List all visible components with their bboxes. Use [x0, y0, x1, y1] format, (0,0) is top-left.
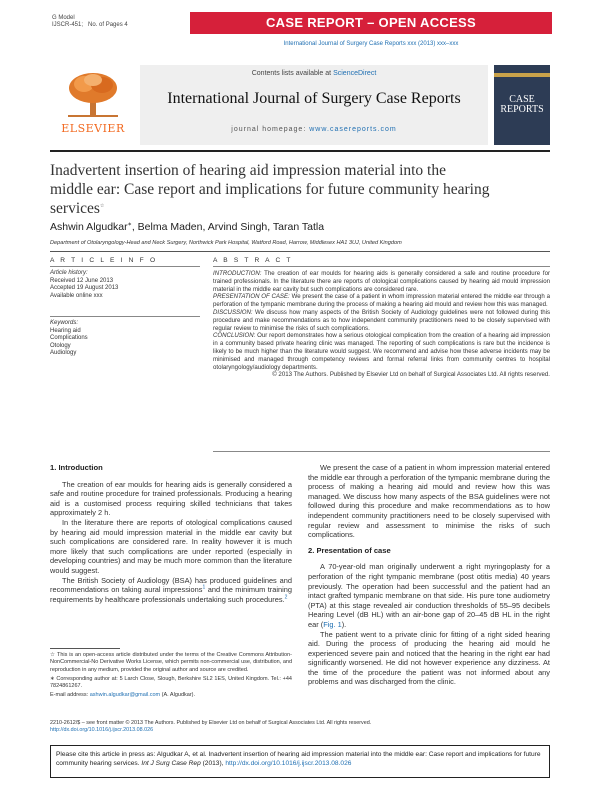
- keyword: Otology: [50, 342, 71, 349]
- section-heading-presentation: 2. Presentation of case: [308, 545, 391, 555]
- reference-link[interactable]: 2: [284, 594, 288, 601]
- figure-link[interactable]: Fig. 1: [323, 619, 342, 629]
- journal-citation-link[interactable]: International Journal of Surgery Case Reports xxx (2013) xxx–xxx: [283, 41, 459, 47]
- body-paragraph: The patient went to a private clinic for fitting of a right sided hearing aid. During the process of producing the hearing aid mould he experienced severe pain and noticed that the hearing in the right ear had significantly worsened. He did not however experience any dizziness. At the time of the procedure the patient was not informed about any problems and was discharged from the clinic.: [308, 629, 550, 687]
- contents-prefix: Contents lists available at: [251, 70, 332, 77]
- footnote-text: (A. Algudkar).: [160, 692, 196, 699]
- homepage-url-link[interactable]: www.casereports.com: [309, 126, 397, 133]
- copyright-notice: © 2013 The Authors. Published by Elsevier Ltd on behalf of Surgical Associates Ltd. All rights reserved.: [272, 371, 550, 379]
- paragraph-text: A 70-year-old man originally underwent a right myringoplasty for a perforation of the right tympanic membrane (post otitis media) 40 years previously. The operation had been successful and the patient had an intact grafted tympanic membrane on that side. His pure tone audiometry (PTA) at this stage revealed air conduction thresholds of 55–95 decibels Hearing Level (dB HL) with an air-bone gap of 20–45 dB HL in the right ear (: [308, 562, 550, 629]
- keyword: Audiology: [50, 350, 77, 357]
- body-paragraph: [50, 576, 292, 605]
- footnotes: [50, 652, 292, 702]
- corresponding-author-mark[interactable]: ∗: [127, 221, 132, 228]
- abstract-body: [213, 270, 550, 379]
- accepted-date: Accepted 19 August 2013: [50, 285, 119, 292]
- affiliation: Department of Otolaryngology-Head and Neck Surgery, Northwick Park Hospital, Watford Road, Harrow, Middlesex HA1 3UJ, United Kingdom: [50, 240, 402, 246]
- body-paragraph: [308, 562, 550, 629]
- keywords-label: Keywords:: [50, 320, 79, 326]
- footnote-text: Corresponding author at: 5 Larch Close, Slough, Berkshire SL2 1ES, United Kingdom. Tel.: +44 7824861267.: [50, 675, 292, 690]
- body-paragraph: In the literature there are reports of otological complications caused by hearing aid mould impression material in the middle ear cavity but such complications are considered rare. In reality however it is much more likely that such complications are under reported (especially in developing countries) and may be much more common than the literature would suggest.: [50, 517, 292, 575]
- abstract-conclusion: [213, 332, 550, 371]
- abstract-label: DISCUSSION:: [213, 308, 253, 316]
- online-date: Available online xxx: [50, 292, 103, 299]
- keywords-rule: [50, 316, 200, 317]
- abstract-text: Our report demonstrates how a serious otological complication from the creation of a hearing aid impression in a community based private hearing clinic was managed. The reporting of such complications is rare but the incidence is likely to be much higher than the literature would suggest. We recommend and advise how these adverse incidents may be minimised and managed through competency reviews and formal referral links from community centres to hospital otolaryngology/audiology departments.: [213, 332, 550, 371]
- journal-homepage: [140, 126, 488, 133]
- cover-label: CASE REPORTS: [500, 94, 544, 115]
- doi-link[interactable]: http://dx.doi.org/10.1016/j.ijscr.2013.08.026: [50, 727, 154, 734]
- footnote-mark: ∗: [50, 675, 55, 682]
- paragraph-text: ).: [341, 619, 347, 629]
- footnote-rule: [50, 648, 120, 649]
- footnote-corresponding: [50, 676, 292, 691]
- abstract-end-rule: [213, 451, 550, 452]
- model-line-2: IJSCR-451; No. of Pages 4: [52, 22, 128, 28]
- cite-prefix: Please cite this article in press as: Algudkar A, et al. Inadvertent insertion of hearing aid impression material into the middle ear: Case report and implications for future community hearing services.: [56, 751, 541, 767]
- model-tag: [52, 15, 128, 29]
- abstract-heading: A B S T R A C T: [213, 257, 293, 264]
- cite-journal: Int J Surg Case Rep: [141, 760, 201, 767]
- author-list: [50, 221, 550, 233]
- keyword: Complications: [50, 335, 88, 342]
- article-info-heading: A R T I C L E I N F O: [50, 257, 158, 264]
- article-title-text: Inadvertent insertion of hearing aid impression material into the middle ear: Case report and implications for future community hearing services: [50, 162, 490, 217]
- footnote-text: This is an open-access article distributed under the terms of the Creative Commons Attribution-NonCommercial-No Derivative Works License, which permits non-commercial use, distribution, and reproduction in any medium, provided the original author and source are credited.: [50, 652, 292, 673]
- abstract-introduction: [213, 270, 550, 293]
- cite-text: [56, 750, 544, 768]
- model-line-1: G Model: [52, 15, 75, 21]
- reference-link[interactable]: 1: [202, 584, 206, 591]
- footnote-email: [50, 692, 292, 699]
- publisher-name: ELSEVIER: [61, 122, 125, 135]
- abstract-text: We discuss how many aspects of the British Society of Audiology guidelines were not followed during this procedure and make recommendations as to how independent community practitioners need to be closely supervised with regular review to minimise the risks of such complications.: [213, 308, 550, 332]
- contents-line: [140, 70, 488, 77]
- elsevier-tree-icon: [66, 72, 120, 118]
- section-heading-introduction: 1. Introduction: [50, 463, 103, 472]
- keyword: Hearing aid: [50, 327, 81, 334]
- issn-block: [50, 720, 550, 734]
- abstract-text: We present the case of a patient in whom impression material entered the middle ear through a perforation of the tympanic membrane during the process of making a hearing aid mould and review how this was managed.: [213, 293, 550, 309]
- abstract-presentation: [213, 293, 550, 309]
- header-divider: [50, 150, 550, 152]
- homepage-prefix: journal homepage:: [231, 126, 307, 133]
- abstract-label: PRESENTATION OF CASE:: [213, 293, 290, 301]
- issn-line: 2210-2612/$ – see front matter © 2013 The Authors. Published by Elsevier Ltd on behalf of Surgical Associates Ltd. All rights reserved.: [50, 720, 372, 726]
- title-footnote-mark[interactable]: ☆: [99, 203, 105, 209]
- abstract-rule: [213, 266, 550, 267]
- received-date: Received 12 June 2013: [50, 277, 114, 284]
- author-link[interactable]: Ashwin Algudkar: [50, 221, 128, 233]
- sciencedirect-link[interactable]: ScienceDirect: [333, 70, 377, 77]
- body-column-right: [308, 463, 550, 687]
- banner-text: CASE REPORT – OPEN ACCESS: [265, 15, 476, 30]
- body-paragraph: The creation of ear moulds for hearing aids is generally considered a safe and routine procedure for trained professionals. Producing a hearing aid is a customised process requiring skilled technicians that takes approximately 2 h.: [50, 479, 292, 518]
- title-divider: [50, 251, 550, 252]
- abstract-discussion: [213, 309, 550, 332]
- open-access-banner: [190, 12, 552, 34]
- email-label: E-mail address:: [50, 692, 89, 699]
- history-label: Article history:: [50, 270, 88, 276]
- co-authors: , Belma Maden, Arvind Singh, Taran Tatla: [131, 221, 325, 233]
- body-column-left: [50, 463, 292, 604]
- footnote-license: [50, 652, 292, 674]
- footnote-mark: ☆: [50, 652, 56, 658]
- keywords: [50, 320, 200, 358]
- article-title: [50, 161, 490, 218]
- article-history: [50, 270, 200, 300]
- cite-year: (2013),: [200, 760, 226, 767]
- abstract-label: CONCLUSION:: [213, 332, 256, 340]
- abstract-text: The creation of ear moulds for hearing aids is generally considered a safe and routine procedure for trained professionals. In the literature there are reports of otological complications caused by hearing aid mould impression material in the middle ear cavity but such complications are considered rare.: [213, 270, 550, 293]
- email-link[interactable]: ashwin.algudkar@gmail.com: [89, 692, 161, 699]
- article-info-rule: [50, 266, 200, 267]
- journal-title: International Journal of Surgery Case Reports: [167, 90, 461, 107]
- body-paragraph: We present the case of a patient in whom impression material entered the middle ear through a perforation of the tympanic membrane during the process of making a hearing aid mould and review how this was managed. We discuss how many aspects of the BSA guidelines were not followed during this procedure and make recommendations as to how independent community practitioners need to be closely supervised with regular review and assessment to minimise the risks of such complications.: [308, 463, 550, 540]
- abstract-label: INTRODUCTION:: [213, 270, 262, 277]
- paragraph-text: and the minimum training requirements by healthcare professionals undertaking such procedures.: [50, 585, 292, 604]
- cite-doi-link[interactable]: http://dx.doi.org/10.1016/j.ijscr.2013.08.026: [225, 760, 352, 767]
- paragraph-text: The British Society of Audiology (BSA) has produced guidelines and recommendations on taking aural impressions: [50, 575, 292, 595]
- cover-stripe: [494, 73, 550, 77]
